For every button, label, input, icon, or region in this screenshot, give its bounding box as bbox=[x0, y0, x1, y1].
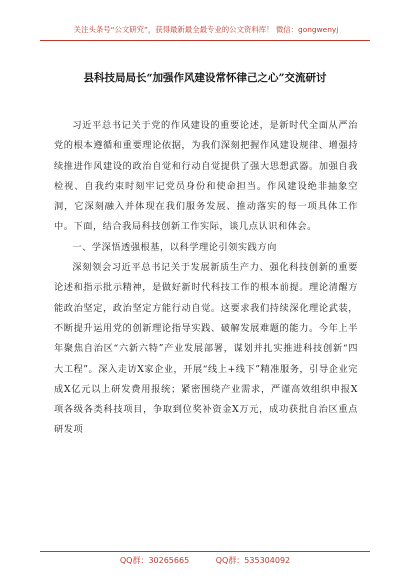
paragraph-intro: 习近平总书记关于党的作风建设的重要论述，是新时代全面从严治党的根本遵循和重要理论依据，为我们深刻把握作风建设规律、增强持续推进作风建设的政治自觉和行动自觉提供了强大思想武器。加强自我检视、自我约束时刻牢记党员身份和使命担当。作风建设绝非抽象空洞，它深刻融入并体现在我们服务发展、推动落实的每一项具体工作中。下面，结合我局科技创新工作实际，谈几点认识和体会。 bbox=[54, 120, 358, 233]
footer bbox=[40, 555, 370, 566]
header-divider bbox=[40, 40, 370, 41]
section-heading-1: 一、学深悟透强根基，以科学理论引领实践方向 bbox=[72, 241, 277, 253]
qq-group-1: QQ群：30265665 bbox=[119, 556, 190, 565]
paragraph-section-1: 深刻领会习近平总书记关于发展新质生产力、强化科技创新的重要论述和指示批示精神，是做好新时代科技工作的根本前提。理论清醒方能政治坚定，政治坚定方能行动自觉。这要求我们持续深化理论武装，不断提升运用党的创新理论指导实践、破解发展难题的能力。今年上半年聚焦自治区“六新六特”产业发展部署，谋划并扎实推进科技创新“四大工程”。深入走访X家企业，开展“线上+线下”精准服务，引导企业完成X亿元以上研发费用报统；紧密围绕产业需求，严谨高效组织申报X项各级各类科技项目，争取到位奖补资金X万元，成功获批自治区重点研发项 bbox=[54, 262, 358, 436]
header-promo-text: 关注头条号“公文研究”，获得最新最全最专业的公文资料库！ 微信：gongwenyj bbox=[73, 25, 339, 34]
document-body bbox=[54, 116, 358, 441]
footer-divider bbox=[40, 551, 370, 552]
qq-group-2: QQ群：535304092 bbox=[215, 556, 291, 565]
document-title: 县科技局局长“加强作风建设常怀律己之心”交流研讨 bbox=[83, 72, 327, 84]
